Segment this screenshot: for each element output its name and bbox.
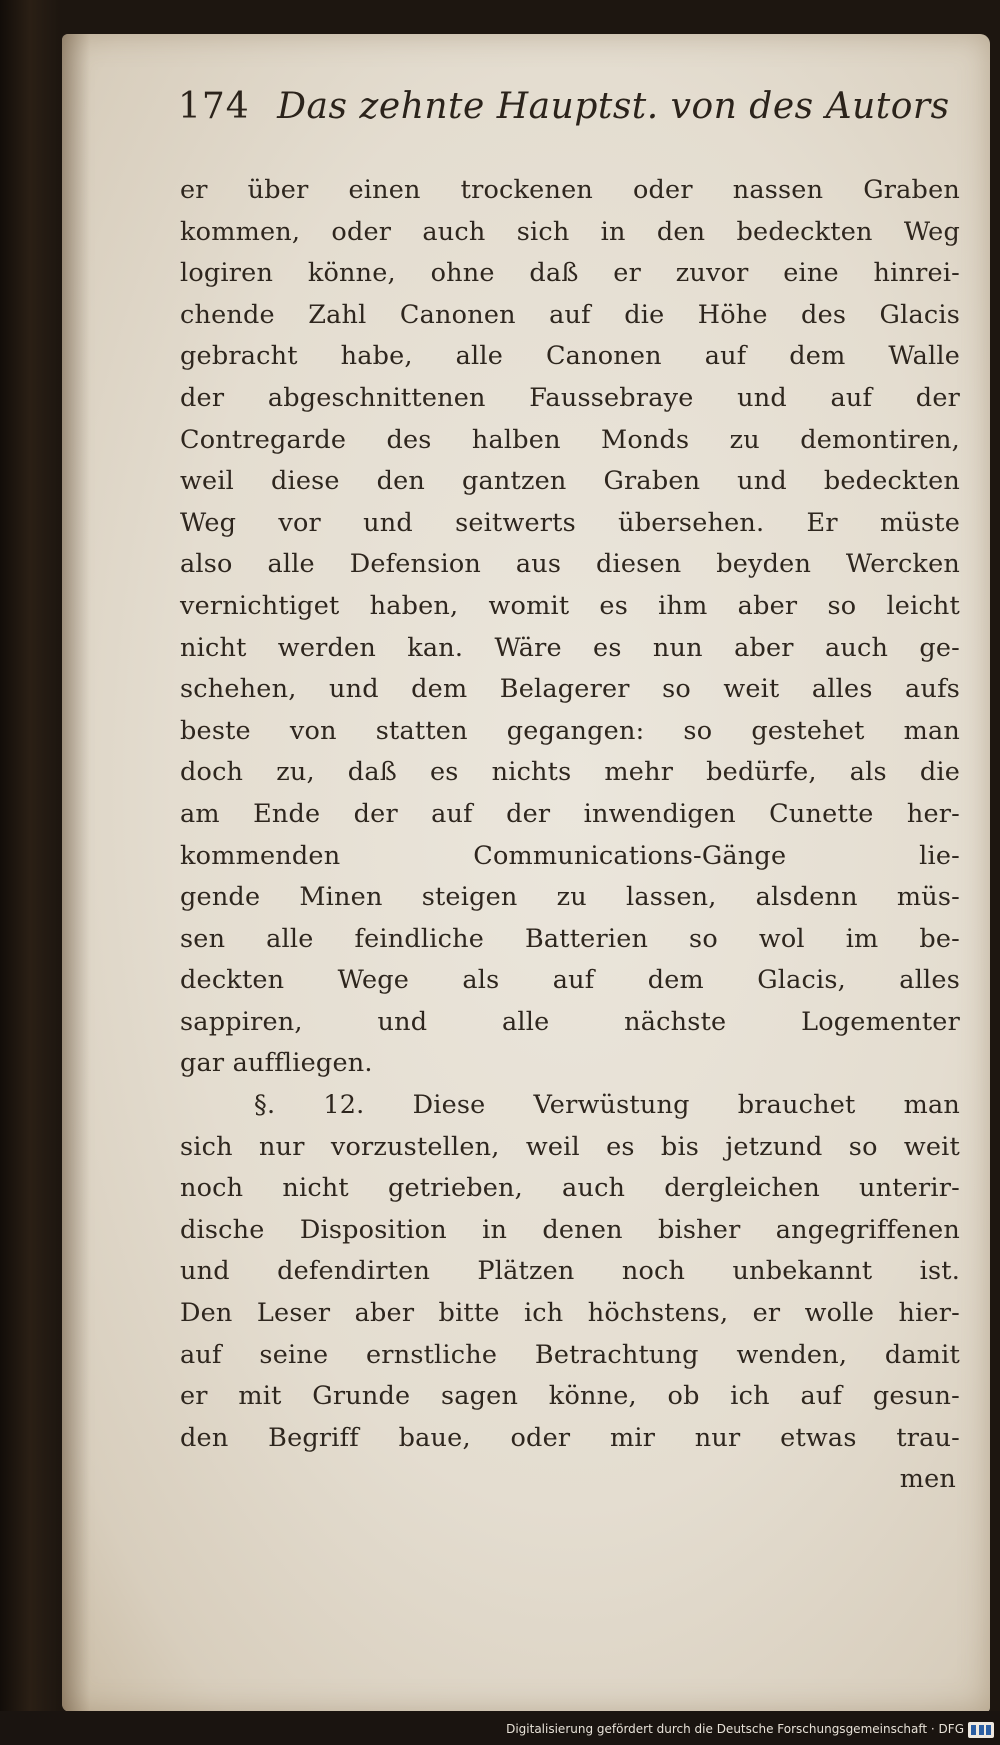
text-line: doch zu, daß es nichts mehr bedürfe, als die <box>180 757 960 788</box>
text-line: dische Disposition in denen bisher angegriffenen <box>180 1214 960 1245</box>
text-line: den Begriff baue, oder mir nur etwas trau- <box>180 1422 960 1453</box>
text-line: gende Minen steigen zu lassen, alsdenn müs- <box>180 882 960 913</box>
text-line: sappiren, und alle nächste Logementer <box>180 1006 960 1037</box>
text-line: er mit Grunde sagen könne, ob ich auf gesun- <box>180 1381 960 1412</box>
text-line: gar auffliegen. <box>180 1048 373 1079</box>
text-line: Weg vor und seitwerts übersehen. Er müste <box>180 507 960 538</box>
dfg-logo-icon <box>968 1722 994 1738</box>
digitization-credit: Digitalisierung gefördert durch die Deutsche Forschungsgemeinschaft · DFG <box>506 1722 964 1736</box>
text-line: noch nicht getrieben, auch dergleichen unterir- <box>180 1173 960 1204</box>
text-line: weil diese den gantzen Graben und bedeckten <box>180 466 960 497</box>
catchword: men <box>899 1464 956 1495</box>
page-number: 174 <box>178 86 250 127</box>
text-line: sich nur vorzustellen, weil es bis jetzund so weit <box>180 1131 960 1162</box>
text-line: logiren könne, ohne daß er zuvor eine hinrei- <box>180 258 960 289</box>
text-line: schehen, und dem Belagerer so weit alles aufs <box>180 674 960 705</box>
text-line: Contregarde des halben Monds zu demontiren, <box>180 424 960 455</box>
text-line: kommenden Communications-Gänge lie- <box>180 840 960 871</box>
text-line: nicht werden kan. Wäre es nun aber auch ge- <box>180 632 960 663</box>
text-line: kommen, oder auch sich in den bedeckten Weg <box>180 216 960 247</box>
body-text <box>180 170 960 1501</box>
text-line: beste von statten gegangen: so gestehet man <box>180 715 960 746</box>
gutter-shadow <box>62 34 90 1712</box>
text-line: er über einen trockenen oder nassen Graben <box>180 175 960 205</box>
text-line: also alle Defension aus diesen beyden Wercken <box>180 549 960 580</box>
text-line: chende Zahl Canonen auf die Höhe des Glacis <box>180 299 960 330</box>
text-line: am Ende der auf der inwendigen Cunette her- <box>180 798 960 829</box>
text-line: und defendirten Plätzen noch unbekannt ist. <box>180 1256 960 1287</box>
page-header <box>178 86 958 146</box>
footer-band <box>0 1711 1000 1745</box>
text-line: der abgeschnittenen Faussebraye und auf der <box>180 382 960 413</box>
paragraph-start-line: §. 12. Diese Verwüstung brauchet man <box>254 1090 960 1121</box>
text-line: sen alle feindliche Batterien so wol im be- <box>180 923 960 954</box>
text-line: Den Leser aber bitte ich höchstens, er wolle hier- <box>180 1298 960 1329</box>
text-line: gebracht habe, alle Canonen auf dem Walle <box>180 341 960 372</box>
running-head: Das zehnte Hauptst. von des Autors <box>277 86 950 127</box>
text-line: auf seine ernstliche Betrachtung wenden, damit <box>180 1339 960 1370</box>
text-line: deckten Wege als auf dem Glacis, alles <box>180 965 960 996</box>
text-line: vernichtiget haben, womit es ihm aber so leicht <box>180 590 960 621</box>
